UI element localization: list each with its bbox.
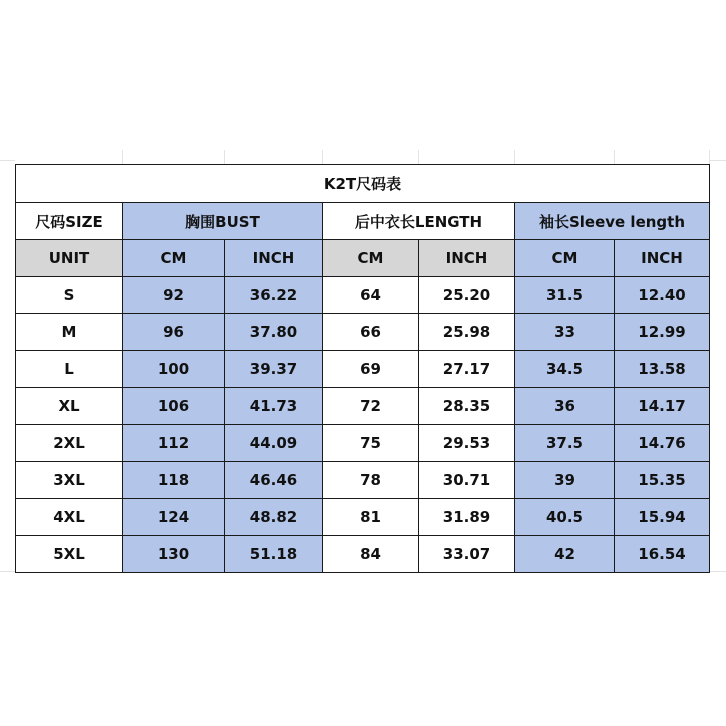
size-cell: M: [16, 314, 123, 351]
length-cm-cell: 64: [323, 277, 419, 314]
bust-cm-unit: CM: [123, 240, 225, 277]
bust-inch-cell: 44.09: [225, 425, 323, 462]
table-row: [16, 351, 710, 388]
table-title: K2T尺码表: [16, 165, 710, 203]
length-cm-cell: 66: [323, 314, 419, 351]
length-inch-cell: 31.89: [419, 499, 515, 536]
sleeve-inch-cell: 15.94: [615, 499, 710, 536]
bust-cm-cell: 112: [123, 425, 225, 462]
sleeve-cm-cell: 42: [515, 536, 615, 573]
bust-cm-cell: 96: [123, 314, 225, 351]
unit-label: UNIT: [16, 240, 123, 277]
size-header: 尺码SIZE: [16, 203, 123, 240]
unit-row: [16, 240, 710, 277]
sleeve-header: 袖长Sleeve length: [515, 203, 710, 240]
sleeve-cm-unit: CM: [515, 240, 615, 277]
bust-inch-cell: 41.73: [225, 388, 323, 425]
bust-cm-cell: 92: [123, 277, 225, 314]
sleeve-cm-cell: 36: [515, 388, 615, 425]
sleeve-cm-cell: 37.5: [515, 425, 615, 462]
length-inch-cell: 33.07: [419, 536, 515, 573]
length-inch-cell: 25.20: [419, 277, 515, 314]
sleeve-inch-cell: 16.54: [615, 536, 710, 573]
sleeve-cm-cell: 40.5: [515, 499, 615, 536]
size-cell: 3XL: [16, 462, 123, 499]
sleeve-cm-cell: 31.5: [515, 277, 615, 314]
bust-cm-cell: 118: [123, 462, 225, 499]
sleeve-inch-cell: 14.76: [615, 425, 710, 462]
sleeve-cm-cell: 34.5: [515, 351, 615, 388]
table-row: [16, 462, 710, 499]
bust-inch-cell: 51.18: [225, 536, 323, 573]
length-inch-cell: 25.98: [419, 314, 515, 351]
length-cm-cell: 72: [323, 388, 419, 425]
size-cell: S: [16, 277, 123, 314]
bust-header: 胸围BUST: [123, 203, 323, 240]
table-row: [16, 499, 710, 536]
size-chart-table: [15, 164, 710, 573]
bust-inch-cell: 36.22: [225, 277, 323, 314]
table-row: [16, 536, 710, 573]
header-group-row: [16, 203, 710, 240]
size-cell: L: [16, 351, 123, 388]
length-cm-cell: 84: [323, 536, 419, 573]
bust-cm-cell: 124: [123, 499, 225, 536]
length-inch-cell: 30.71: [419, 462, 515, 499]
size-cell: 5XL: [16, 536, 123, 573]
size-cell: 4XL: [16, 499, 123, 536]
sleeve-inch-cell: 15.35: [615, 462, 710, 499]
sleeve-cm-cell: 33: [515, 314, 615, 351]
length-inch-cell: 28.35: [419, 388, 515, 425]
gridline: [710, 160, 726, 161]
length-cm-cell: 78: [323, 462, 419, 499]
sleeve-inch-cell: 12.40: [615, 277, 710, 314]
table-row: [16, 425, 710, 462]
sleeve-inch-unit: INCH: [615, 240, 710, 277]
length-inch-unit: INCH: [419, 240, 515, 277]
length-cm-cell: 69: [323, 351, 419, 388]
size-cell: XL: [16, 388, 123, 425]
bust-inch-cell: 48.82: [225, 499, 323, 536]
length-cm-cell: 75: [323, 425, 419, 462]
bust-inch-cell: 39.37: [225, 351, 323, 388]
length-cm-unit: CM: [323, 240, 419, 277]
length-inch-cell: 27.17: [419, 351, 515, 388]
length-cm-cell: 81: [323, 499, 419, 536]
length-header: 后中衣长LENGTH: [323, 203, 515, 240]
bust-inch-unit: INCH: [225, 240, 323, 277]
bust-inch-cell: 46.46: [225, 462, 323, 499]
bust-inch-cell: 37.80: [225, 314, 323, 351]
bust-cm-cell: 106: [123, 388, 225, 425]
table-row: [16, 277, 710, 314]
gridline: [0, 160, 15, 161]
table-row: [16, 388, 710, 425]
sleeve-cm-cell: 39: [515, 462, 615, 499]
title-row: [16, 165, 710, 203]
bust-cm-cell: 100: [123, 351, 225, 388]
sleeve-inch-cell: 12.99: [615, 314, 710, 351]
table-row: [16, 314, 710, 351]
sleeve-inch-cell: 13.58: [615, 351, 710, 388]
length-inch-cell: 29.53: [419, 425, 515, 462]
sleeve-inch-cell: 14.17: [615, 388, 710, 425]
size-cell: 2XL: [16, 425, 123, 462]
bust-cm-cell: 130: [123, 536, 225, 573]
